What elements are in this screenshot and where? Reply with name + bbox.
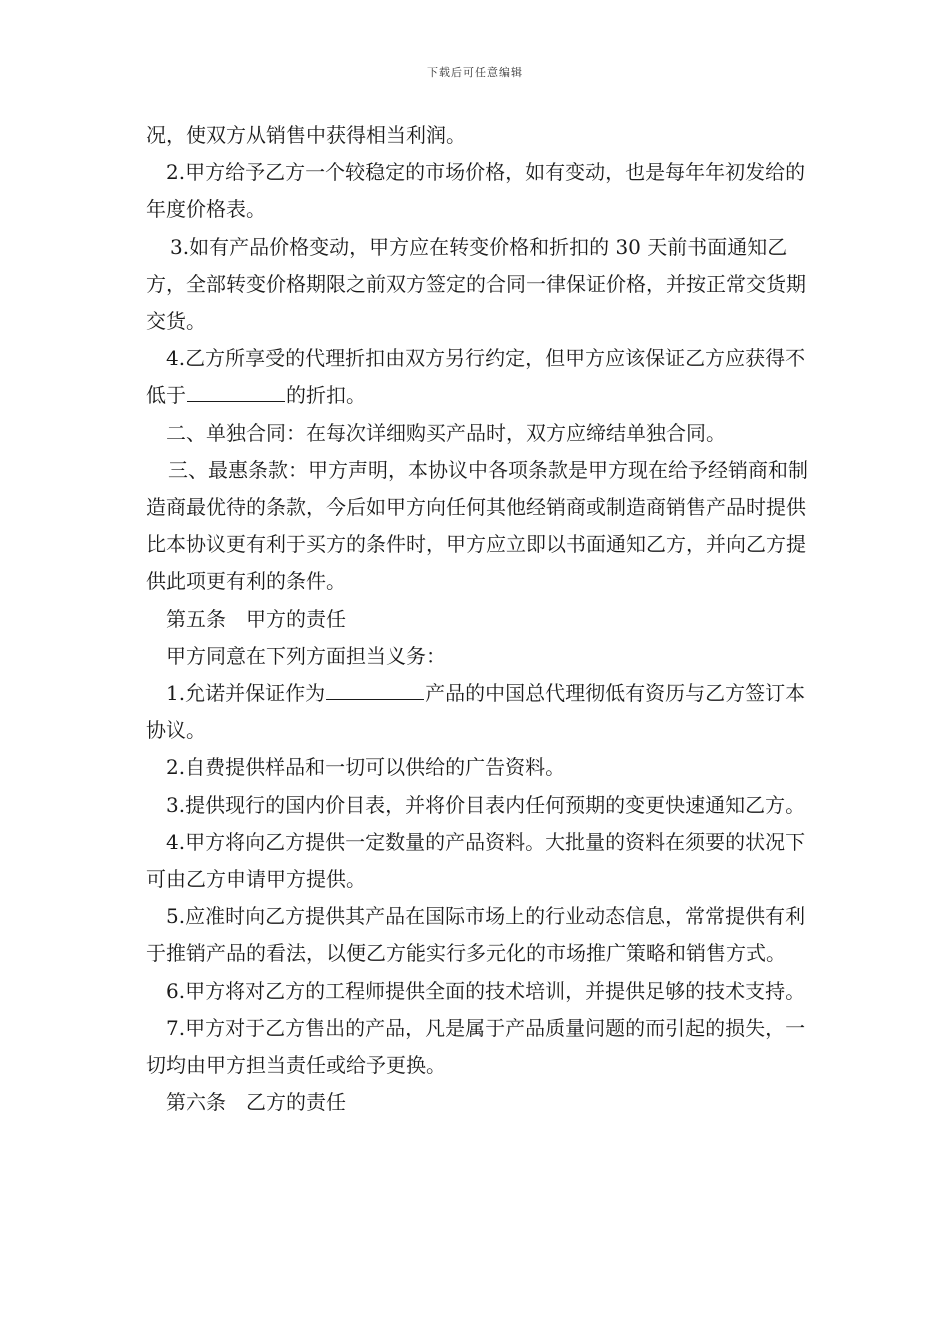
paragraph-clause-4 xyxy=(146,340,810,414)
article-6-heading: 第六条 乙方的责任 xyxy=(166,1090,346,1115)
paragraph-duty-3: 3.提供现行的国内价目表，并将价目表内任何预期的变更快速通知乙方。 xyxy=(166,792,806,817)
duty-1-text-before: 1.允诺并保证作为 xyxy=(166,681,326,706)
paragraph-duty-6: 6.甲方将对乙方的工程师提供全面的技术培训，并提供足够的技术支持。 xyxy=(166,978,806,1003)
paragraph-duty-1 xyxy=(146,675,810,749)
clause-4-text-after: 的折扣。 xyxy=(286,383,366,408)
fill-in-blank xyxy=(326,681,424,700)
paragraph-most-favored: 三、最惠条款：甲方声明，本协议中各项条款是甲方现在给予经销商和制造商最优待的条款，今后如甲方向任何其他经销商或制造商销售产品时提供比本协议更有利于买方的条件时，甲方应立即以书面通知乙方，并向乙方提供此项更有利的条件。 xyxy=(146,457,808,594)
paragraph-continuation: 况，使双方从销售中获得相当利润。 xyxy=(146,123,466,147)
paragraph-clause-3: 3.如有产品价格变动，甲方应在转变价格和折扣的 30 天前书面通知乙方，全部转变价格期限之前双方签定的合同一律保证价格，并按正常交货期交货。 xyxy=(146,234,806,334)
paragraph-duty-5: 5.应准时向乙方提供其产品在国际市场上的行业动态信息，常常提供有利于推销产品的看法，以便乙方能实行多元化的市场推广策略和销售方式。 xyxy=(146,904,806,966)
clause-4-text-before: 4.乙方所享受的代理折扣由双方另行约定，但甲方应该保证乙方应获得不低于 xyxy=(146,346,806,408)
paragraph-clause-2: 2.甲方给予乙方一个较稳定的市场价格，如有变动，也是每年年初发给的年度价格表。 xyxy=(146,160,806,222)
fill-in-blank xyxy=(187,383,285,402)
paragraph-party-a-intro: 甲方同意在下列方面担当义务： xyxy=(166,643,446,668)
duty-1-text-after: 产品的中国总代理彻低有资历与乙方签订本协议。 xyxy=(146,681,806,743)
page-header: 下载后可任意编辑 xyxy=(427,66,523,79)
paragraph-duty-4: 4.甲方将向乙方提供一定数量的产品资料。大批量的资料在须要的状况下可由乙方申请甲方提供。 xyxy=(146,829,806,892)
paragraph-separate-contract: 二、单独合同：在每次详细购买产品时，双方应缔结单独合同。 xyxy=(166,420,726,445)
paragraph-duty-2: 2.自费提供样品和一切可以供给的广告资料。 xyxy=(166,755,566,780)
document-body xyxy=(146,117,810,1121)
paragraph-duty-7: 7.甲方对于乙方售出的产品，凡是属于产品质量问题的而引起的损失，一切均由甲方担当责任或给予更换。 xyxy=(146,1015,806,1078)
article-5-heading: 第五条 甲方的责任 xyxy=(166,606,346,631)
